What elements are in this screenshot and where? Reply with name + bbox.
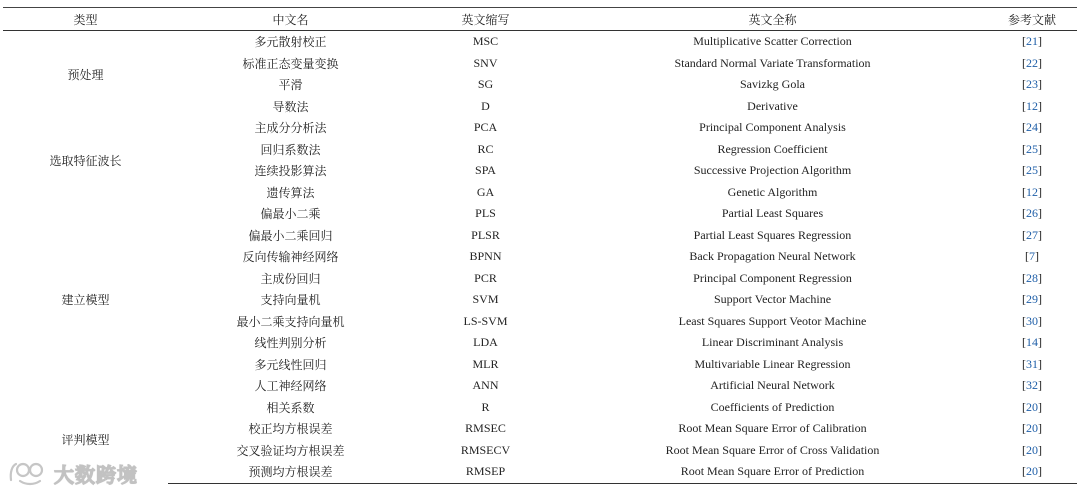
full-name-cell: Least Squares Support Veotor Machine [678,313,867,328]
abbr-cell: SG [477,77,494,92]
full-name-cell: Derivative [747,98,798,113]
cn-name-cell: 遗传算法 [266,185,315,200]
reference-link[interactable]: 20 [1026,442,1038,457]
reference-link[interactable]: 31 [1026,356,1038,371]
cn-name-cell: 标准正态变量变换 [242,56,339,71]
table-header [3,8,1077,31]
reference-link[interactable]: 14 [1026,335,1038,350]
reference-link[interactable]: 24 [1026,120,1038,135]
reference-cell: [28] [1022,270,1042,285]
cn-name-cell: 平滑 [278,78,303,93]
category-cell: 建立模型 [61,293,110,308]
abbr-cell: BPNN [469,249,502,264]
full-name-cell: Savizkg Gola [740,77,805,92]
cn-name-cell: 人工神经网络 [254,379,327,394]
abbr-cell: PLS [475,206,496,221]
reference-cell: [20] [1022,399,1042,414]
reference-cell: [20] [1022,421,1042,436]
reference-cell: [32] [1022,378,1042,393]
cn-name-cell: 多元散射校正 [254,35,327,50]
abbr-cell: ANN [472,378,499,393]
abbr-cell: MSC [472,34,499,49]
reference-cell: [12] [1022,184,1042,199]
full-name-cell: Support Vector Machine [713,292,832,307]
cn-name-cell: 主成分分析法 [254,121,327,136]
full-name-cell: Standard Normal Variate Transformation [674,55,871,70]
reference-link[interactable]: 7 [1029,249,1035,264]
cn-name-cell: 支持向量机 [260,293,321,308]
reference-link[interactable]: 28 [1026,270,1038,285]
cn-name-cell: 主成份回归 [260,271,321,286]
full-name-cell: Linear Discriminant Analysis [701,335,844,350]
category-cell: 预处理 [67,67,104,82]
reference-link[interactable]: 20 [1026,464,1038,479]
table-row [3,203,1077,225]
full-name-cell: Multiplicative Scatter Correction [693,34,852,49]
full-name-cell: Root Mean Square Error of Calibration [678,421,867,436]
full-name-cell: Partial Least Squares [721,206,824,221]
reference-cell: [27] [1022,227,1042,242]
reference-cell: [30] [1022,313,1042,328]
abbr-cell: LDA [473,335,498,350]
abbr-cell: PLSR [471,227,500,242]
reference-cell: [29] [1022,292,1042,307]
abbr-cell: R [481,399,490,414]
reference-link[interactable]: 30 [1026,313,1038,328]
watermark-logo-icon [6,460,50,486]
full-name-cell: Principal Component Regression [693,270,852,285]
full-name-cell: Artificial Neural Network [710,378,835,393]
full-name-cell: Coefficients of Prediction [710,399,835,414]
category-cell: 评判模型 [61,433,110,448]
reference-link[interactable]: 22 [1026,55,1038,70]
reference-link[interactable]: 21 [1026,34,1038,49]
reference-link[interactable]: 20 [1026,399,1038,414]
cn-name-cell: 连续投影算法 [254,164,327,179]
cn-name-cell: 预测均方根误差 [168,461,413,483]
full-name-cell: Root Mean Square Error of Cross Validation [665,442,880,457]
abbr-cell: LS-SVM [463,313,508,328]
table-row [3,397,1077,419]
cn-name-cell: 偏最小二乘回归 [248,228,333,243]
reference-link[interactable]: 25 [1026,163,1038,178]
abbr-cell: GA [476,184,495,199]
reference-cell: [25] [1022,163,1042,178]
reference-cell: [31] [1022,356,1042,371]
watermark-text: 大数跨境 [54,462,138,487]
reference-cell: [26] [1022,206,1042,221]
table-body [3,31,1077,484]
reference-cell: [20] [987,461,1077,483]
abbr-cell: MLR [472,356,499,371]
reference-cell: [21] [1022,34,1042,49]
header-full-name: 英文全称 [558,8,987,31]
full-name-cell: Genetic Algorithm [727,184,818,199]
reference-cell: [20] [1022,442,1042,457]
cn-name-cell: 相关系数 [266,400,315,415]
reference-cell: [23] [1022,77,1042,92]
abbr-cell: RMSEC [465,421,506,436]
abbr-cell: RC [477,141,494,156]
reference-cell: [24] [1022,120,1042,135]
cn-name-cell: 交叉验证均方根误差 [236,443,345,458]
full-name-cell: Regression Coefficient [717,141,828,156]
full-name-cell: Back Propagation Neural Network [689,249,856,264]
reference-cell: [22] [1022,55,1042,70]
reference-cell: [12] [1022,98,1042,113]
abbr-cell: RMSECV [460,442,511,457]
cn-name-cell: 校正均方根误差 [248,422,333,437]
abbr-cell: SNV [473,55,498,70]
reference-link[interactable]: 32 [1026,378,1038,393]
reference-cell: [7] [1025,249,1039,264]
full-name-cell: Root Mean Square Error of Prediction [558,461,987,483]
reference-link[interactable]: 23 [1026,77,1038,92]
full-name-cell: Multivariable Linear Regression [694,356,851,371]
reference-link[interactable]: 25 [1026,141,1038,156]
cn-name-cell: 反向传输神经网络 [242,250,339,265]
abbr-cell: RMSEP [413,461,558,483]
reference-link[interactable]: 26 [1026,206,1038,221]
abbr-cell: PCA [473,120,498,135]
full-name-cell: Successive Projection Algorithm [693,163,852,178]
methods-table [3,7,1077,484]
table-row [3,117,1077,139]
reference-link[interactable]: 12 [1026,98,1038,113]
header-reference: 参考文献 [987,8,1077,31]
header-row [3,8,1077,31]
abbr-cell: D [481,98,490,113]
reference-link[interactable]: 29 [1026,292,1038,307]
cn-name-cell: 多元线性回归 [254,357,327,372]
header-abbr: 英文缩写 [413,8,558,31]
reference-link[interactable]: 27 [1026,227,1038,242]
table-row [3,31,1077,53]
full-name-cell: Principal Component Analysis [699,120,846,135]
reference-link[interactable]: 20 [1026,421,1038,436]
reference-link[interactable]: 12 [1026,184,1038,199]
abbr-cell: PCR [474,270,497,285]
full-name-cell: Partial Least Squares Regression [693,227,852,242]
cn-name-cell: 回归系数法 [260,142,321,157]
cn-name-cell: 偏最小二乘 [260,207,321,222]
header-cn-name: 中文名 [168,8,413,31]
reference-cell: [25] [1022,141,1042,156]
reference-cell: [14] [1022,335,1042,350]
abbr-cell: SPA [475,163,496,178]
watermark [6,458,138,488]
category-cell: 选取特征波长 [49,153,122,168]
header-category: 类型 [3,8,168,31]
cn-name-cell: 最小二乘支持向量机 [236,314,345,329]
abbr-cell: SVM [472,292,499,307]
cn-name-cell: 线性判别分析 [254,336,327,351]
cn-name-cell: 导数法 [272,99,309,114]
